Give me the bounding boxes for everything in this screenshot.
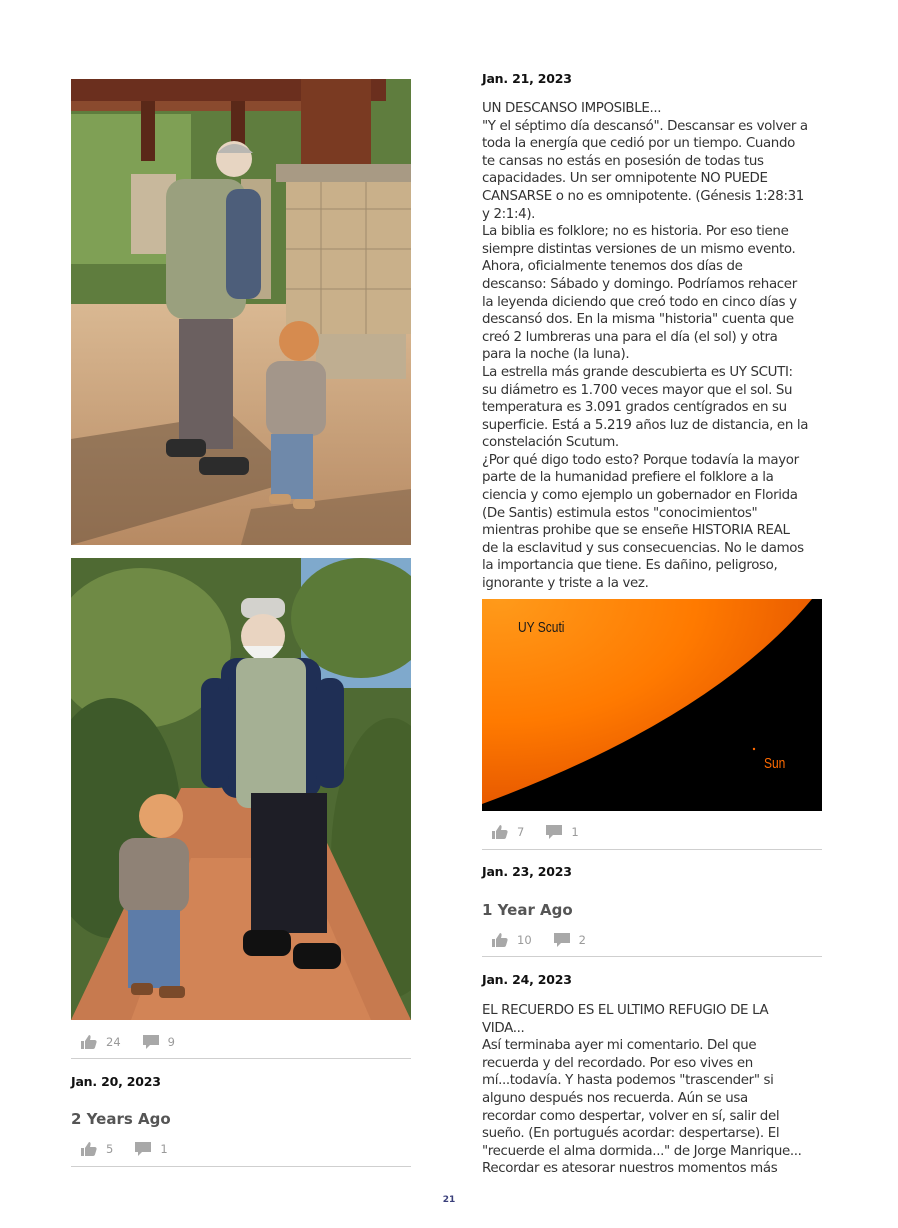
post-text-line: EL RECUERDO ES EL ULTIMO REFUGIO DE LA xyxy=(482,1003,769,1018)
post-text-line: descansó dos. En la misma "historia" cuenta que xyxy=(482,312,794,328)
comments-count: 2 xyxy=(578,933,586,947)
post-text-line: superficie. Está a 5.219 años luz de distancia, en la xyxy=(482,417,809,433)
comment-icon[interactable] xyxy=(554,933,570,947)
post-date: Jan. 23, 2023 xyxy=(482,864,572,879)
post-text-line: mí...todavía. Y hasta podemos "trascender" si xyxy=(482,1073,774,1089)
post-title: 2 Years Ago xyxy=(71,1110,171,1128)
divider xyxy=(71,1166,411,1167)
divider xyxy=(482,849,822,850)
post-text-line: alguno después nos recuerda. Aún se usa xyxy=(482,1090,748,1106)
post-title: 1 Year Ago xyxy=(482,901,573,919)
post-text-line: UN DESCANSO IMPOSIBLE... xyxy=(482,101,662,116)
post-text-line: Recordar es atesorar nuestros momentos más xyxy=(482,1161,778,1177)
post-text-line: la importancia que tiene. Es dañino, peligroso, xyxy=(482,558,778,574)
post-text-line: parte de la humanidad prefiere el folklore a la xyxy=(482,470,774,486)
post-text-line: sueño. (En portugués acordar: despertarse). El xyxy=(482,1126,780,1142)
comments-count: 1 xyxy=(571,825,579,839)
comment-icon[interactable] xyxy=(135,1142,151,1156)
page-number: 21 xyxy=(442,1195,456,1205)
post-text-line: y 2:1:4). xyxy=(482,206,536,222)
post-text-line: su diámetro es 1.700 veces mayor que el sol. Su xyxy=(482,382,793,398)
post-text-line: ciencia y como ejemplo un gobernador en Florida xyxy=(482,488,798,504)
post-text-line: ¿Por qué digo todo esto? Porque todavía la mayor xyxy=(482,452,799,468)
uy-scuti-label: UY Scuti xyxy=(518,619,565,636)
post-body xyxy=(482,1002,827,1178)
thumbs-up-icon[interactable] xyxy=(81,1035,97,1049)
post-text-line: siempre distintas versiones de un mismo evento. xyxy=(482,241,796,257)
post-text-line: la leyenda diciendo que creó todo en cinco días y xyxy=(482,294,797,310)
post-text-line: ignorante y triste a la vez. xyxy=(482,576,649,592)
comment-icon[interactable] xyxy=(546,825,562,839)
post-text-line: para la noche (la luna). xyxy=(482,347,630,363)
post-text-line: constelación Scutum. xyxy=(482,435,619,451)
comments-count: 1 xyxy=(160,1142,168,1156)
post-text-line: capacidades. Un ser omnipotente NO PUEDE xyxy=(482,171,768,187)
post-body xyxy=(482,100,827,593)
post-text-line: "Y el séptimo día descansó". Descansar es volver a xyxy=(482,118,808,134)
post-stats xyxy=(492,822,601,842)
post-text-line: La estrella más grande descubierta es UY SCUTI: xyxy=(482,364,793,380)
comments-count: 9 xyxy=(167,1035,175,1049)
post-date: Jan. 21, 2023 xyxy=(482,71,572,86)
thumbs-up-icon[interactable] xyxy=(81,1142,97,1156)
post-date: Jan. 20, 2023 xyxy=(71,1074,161,1089)
likes-count: 7 xyxy=(517,825,525,839)
post-text-line: temperatura es 3.091 grados centígrados en su xyxy=(482,400,787,416)
thumbs-up-icon[interactable] xyxy=(492,933,508,947)
post-text-line: La biblia es folklore; no es historia. Por eso tiene xyxy=(482,224,789,240)
uy-scuti-comparison-image xyxy=(482,599,822,811)
likes-count: 10 xyxy=(517,933,532,947)
post-text-line: "recuerde el alma dormida..." de Jorge Manrique... xyxy=(482,1143,802,1159)
post-text-line: Ahora, oficialmente tenemos dos días de xyxy=(482,259,743,275)
post-text-line: creó 2 lumbreras una para el día (el sol) y otra xyxy=(482,329,778,345)
post-text-line: Así terminaba ayer mi comentario. Del que xyxy=(482,1038,757,1054)
post-text-line: de la esclavitud y sus consecuencias. No le damos xyxy=(482,540,804,556)
divider xyxy=(482,956,822,957)
post-text-line: (De Santis) estimula estos "conocimientos" xyxy=(482,505,758,521)
divider xyxy=(71,1058,411,1059)
post-text-line: descanso: Sábado y domingo. Podríamos rehacer xyxy=(482,276,797,292)
post-stats-photos xyxy=(81,1032,197,1052)
post-text-line: recuerda y del recordado. Por eso vives en xyxy=(482,1055,753,1071)
post-date: Jan. 24, 2023 xyxy=(482,972,572,987)
post-stats xyxy=(492,930,608,950)
likes-count: 5 xyxy=(106,1142,114,1156)
post-text-line: CANSARSE o no es omnipotente. (Génesis 1:28:31 xyxy=(482,188,804,204)
comment-icon[interactable] xyxy=(143,1035,159,1049)
post-text-line: recordar como despertar, volver en sí, salir del xyxy=(482,1108,780,1124)
sun-label: Sun xyxy=(764,755,786,772)
post-text-line: VIDA... xyxy=(482,1020,525,1036)
photo-grandfather-garden-path xyxy=(71,558,411,1020)
post-text-line: toda la energía que cedió por un tiempo. Cuando xyxy=(482,136,795,152)
likes-count: 24 xyxy=(106,1035,121,1049)
post-text-line: mientras prohibe que se enseñe HISTORIA REAL xyxy=(482,523,790,539)
post-text-line: te cansas no estás en posesión de todas tus xyxy=(482,153,764,169)
post-stats xyxy=(81,1139,190,1159)
photo-grandfather-pavilion xyxy=(71,79,411,545)
thumbs-up-icon[interactable] xyxy=(492,825,508,839)
